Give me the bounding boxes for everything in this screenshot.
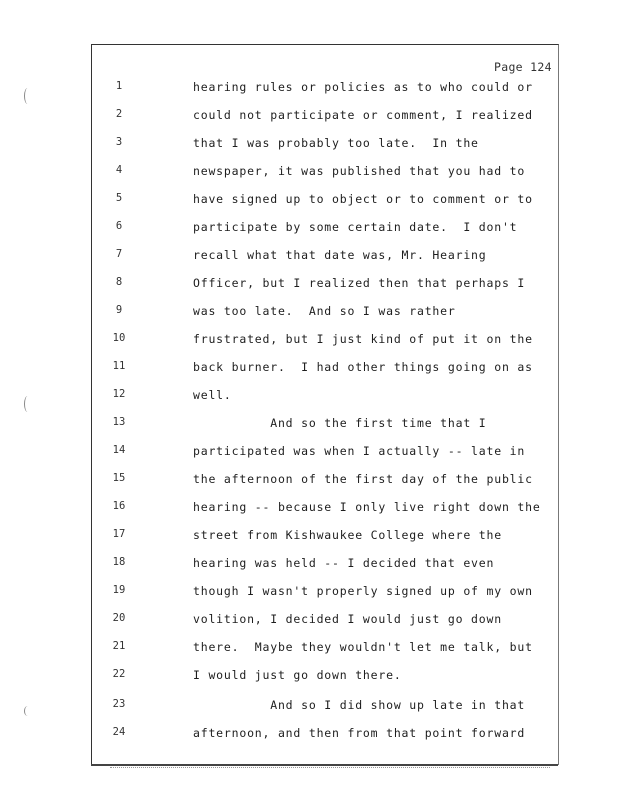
line-number: 10 [112, 332, 126, 344]
line-number: 23 [112, 698, 126, 710]
transcript-line: hearing was held -- I decided that even [193, 556, 495, 570]
line-number: 2 [115, 108, 123, 120]
line-number: 6 [115, 220, 123, 232]
page-bottom-rule [91, 764, 558, 766]
transcript-line: hearing -- because I only live right down the [193, 500, 541, 514]
transcript-line: well. [193, 388, 232, 402]
transcript-line: that I was probably too late. In the [193, 136, 479, 150]
line-number: 24 [112, 726, 126, 738]
transcript-line: though I wasn't properly signed up of my own [193, 584, 533, 598]
line-number: 19 [112, 584, 126, 596]
line-number: 13 [112, 416, 126, 428]
line-number: 7 [115, 248, 123, 260]
transcript-line: there. Maybe they wouldn't let me talk, but [193, 640, 533, 654]
transcript-line: participated was when I actually -- late in [193, 444, 526, 458]
transcript-line: And so I did show up late in that [193, 698, 526, 712]
line-number: 14 [112, 444, 126, 456]
page-bottom-scan-noise [110, 767, 550, 769]
transcript-line: afternoon, and then from that point forward [193, 726, 526, 740]
transcript-line: recall what that date was, Mr. Hearing [193, 248, 487, 262]
transcript-line: participate by some certain date. I don't [193, 220, 518, 234]
line-number: 20 [112, 612, 126, 624]
transcript-line: volition, I decided I would just go down [193, 612, 502, 626]
line-number: 9 [115, 304, 123, 316]
line-number: 12 [112, 388, 126, 400]
line-number: 11 [112, 360, 126, 372]
transcript-line: back burner. I had other things going on as [193, 360, 533, 374]
transcript-line: was too late. And so I was rather [193, 304, 456, 318]
line-number: 3 [115, 136, 123, 148]
line-number: 5 [115, 192, 123, 204]
transcript-line: Officer, but I realized then that perhaps I [193, 276, 526, 290]
transcript-page-frame [91, 44, 559, 765]
line-number: 4 [115, 164, 123, 176]
line-number: 16 [112, 500, 126, 512]
line-number: 17 [112, 528, 126, 540]
line-number: 18 [112, 556, 126, 568]
line-number: 22 [112, 668, 126, 680]
transcript-line: I would just go down there. [193, 668, 402, 682]
transcript-line: hearing rules or policies as to who could or [193, 80, 533, 94]
line-number: 1 [115, 80, 123, 92]
transcript-line: could not participate or comment, I realized [193, 108, 533, 122]
binder-hole-mark-middle [24, 396, 31, 412]
binder-hole-mark-top [24, 88, 31, 104]
transcript-line: frustrated, but I just kind of put it on the [193, 332, 533, 346]
transcript-line: the afternoon of the first day of the public [193, 472, 533, 486]
transcript-line: street from Kishwaukee College where the [193, 528, 502, 542]
line-number: 21 [112, 640, 126, 652]
transcript-line: newspaper, it was published that you had to [193, 164, 526, 178]
page-number-label: Page 124 [494, 60, 552, 74]
line-number: 15 [112, 472, 126, 484]
line-number: 8 [115, 276, 123, 288]
transcript-line: And so the first time that I [193, 416, 487, 430]
transcript-line: have signed up to object or to comment or to [193, 192, 533, 206]
binder-hole-mark-bottom [24, 706, 31, 716]
